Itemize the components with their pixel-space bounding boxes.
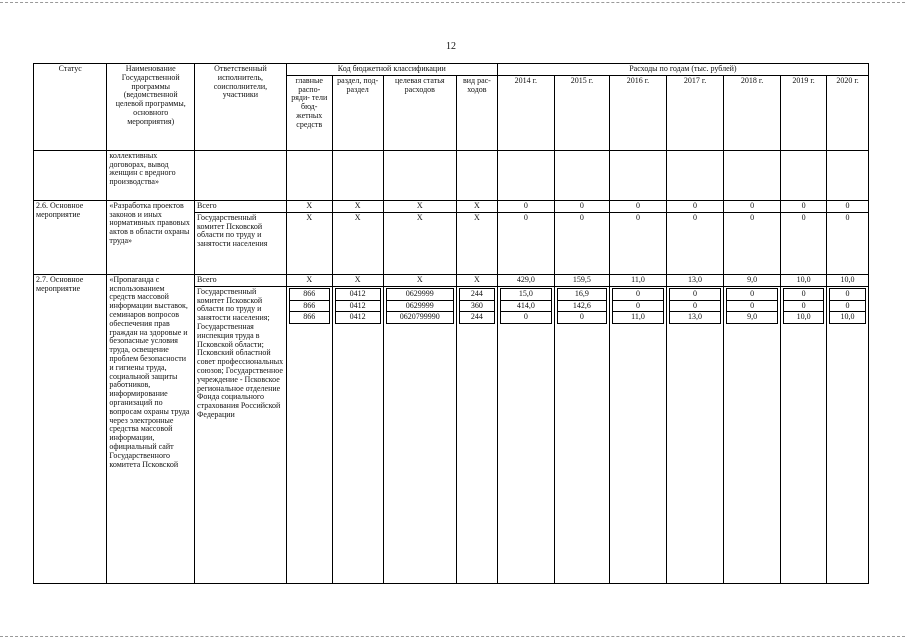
type-cell: [457, 286, 498, 583]
code-cell: X: [332, 274, 383, 286]
value: 142,6: [557, 300, 606, 312]
value-cell: 10,0: [827, 274, 869, 286]
value-cell: [724, 286, 781, 583]
header-year: 2018 г.: [724, 75, 781, 150]
section-cell: [332, 286, 383, 583]
value-cell: 0: [827, 212, 869, 274]
value-cell: 0: [609, 200, 666, 212]
code-cell: X: [457, 212, 498, 274]
value: 11,0: [612, 312, 663, 324]
page-number: 12: [446, 41, 456, 52]
code-cell: X: [457, 274, 498, 286]
value: 0: [500, 312, 551, 324]
value-cell: [781, 286, 827, 583]
executor-cell: Всего: [195, 200, 287, 212]
name-cell: «Разработка проектов законов и иных нормативных правовых актов в области охраны труда»: [107, 200, 195, 274]
article-code: 0629999: [386, 300, 453, 312]
type-code: 244: [460, 288, 495, 300]
value-cell: 0: [554, 212, 609, 274]
section-code: 0412: [335, 312, 380, 324]
value-cell: [827, 286, 869, 583]
header-year: 2020 г.: [827, 75, 869, 150]
section-code: 0412: [335, 288, 380, 300]
article-code: 0629999: [386, 288, 453, 300]
value: 0: [727, 288, 778, 300]
value-cell: 429,0: [497, 274, 554, 286]
value-cell: 159,5: [554, 274, 609, 286]
status-cell: 2.6. Основное мероприятие: [34, 200, 107, 274]
value: 0: [612, 288, 663, 300]
budget-table: [33, 63, 869, 584]
type-code: 360: [460, 300, 495, 312]
value: 0: [784, 300, 824, 312]
header-section: раздел, под- раздел: [332, 75, 383, 150]
value-cell: 9,0: [724, 274, 781, 286]
value-cell: 0: [667, 200, 724, 212]
grbs-code: 866: [289, 288, 329, 300]
value: 0: [830, 300, 866, 312]
code-cell: X: [286, 200, 332, 212]
header-executor: Ответственный исполнитель, соисполнители, участники: [195, 64, 287, 151]
value-cell: [497, 286, 554, 583]
value-cell: 0: [724, 200, 781, 212]
value: 0: [670, 300, 721, 312]
scan-edge-top: [0, 2, 905, 3]
value-cell: 0: [497, 212, 554, 274]
name-cell: «Пропаганда с использованием средств массовой информации выставок, семинаров вопросов обеспечения прав граждан на здоровые и безопасные условия труда, освещение проблем безопасности и гигиены труда, социальной защиты работников, информирование организаций по вопросам охраны труда через электронные средства массовой информации, официальный сайт Государственного комитета Псковской: [107, 274, 195, 583]
value: 0: [670, 288, 721, 300]
value: 9,0: [727, 312, 778, 324]
header-expenses: Расходы по годам (тыс. рублей): [497, 64, 868, 76]
scan-edge-bottom: [0, 636, 905, 637]
grbs-code: 866: [289, 312, 329, 324]
grbs-cell: [286, 286, 332, 583]
header-year: 2019 г.: [781, 75, 827, 150]
value-cell: 0: [781, 212, 827, 274]
value-cell: [667, 286, 724, 583]
section-code: 0412: [335, 300, 380, 312]
value: 414,0: [500, 300, 551, 312]
article-code: 0620799990: [386, 312, 453, 324]
status-cell: 2.7. Основное мероприятие: [34, 274, 107, 583]
value-cell: 0: [497, 200, 554, 212]
value: 13,0: [670, 312, 721, 324]
code-cell: X: [457, 200, 498, 212]
header-year: 2015 г.: [554, 75, 609, 150]
header-name: Наименование Государственной программы (ведомственной целевой программы, основного мероприятия): [107, 64, 195, 151]
continuation-name: коллективных договорах, вывод женщин с вредного производства»: [107, 150, 195, 200]
value-cell: 0: [781, 200, 827, 212]
grbs-code: 866: [289, 300, 329, 312]
value-cell: 10,0: [781, 274, 827, 286]
code-cell: X: [286, 274, 332, 286]
value-cell: 0: [724, 212, 781, 274]
value: 15,0: [500, 288, 551, 300]
value-cell: 0: [554, 200, 609, 212]
executor-cell: Всего: [195, 274, 287, 286]
value: 0: [830, 288, 866, 300]
header-budget-code: Код бюджетной классификации: [286, 64, 497, 76]
table-row: [34, 200, 869, 212]
value-cell: 0: [827, 200, 869, 212]
value: 0: [612, 300, 663, 312]
value-cell: 13,0: [667, 274, 724, 286]
header-status: Статус: [34, 64, 107, 151]
header-type: вид рас- ходов: [457, 75, 498, 150]
code-cell: X: [286, 212, 332, 274]
value-cell: 0: [609, 212, 666, 274]
header-year: 2016 г.: [609, 75, 666, 150]
code-cell: X: [383, 212, 456, 274]
code-cell: X: [383, 274, 456, 286]
executor-cell: Государственный комитет Псковской области по труду и занятости населения: [195, 212, 287, 274]
header-year: 2017 г.: [667, 75, 724, 150]
value-cell: [554, 286, 609, 583]
header-grbs: главные распо- ряди- тели бюд- жетных средств: [286, 75, 332, 150]
code-cell: X: [383, 200, 456, 212]
header-article: целевая статья расходов: [383, 75, 456, 150]
type-code: 244: [460, 312, 495, 324]
value: 10,0: [784, 312, 824, 324]
value-cell: 11,0: [609, 274, 666, 286]
value-cell: [609, 286, 666, 583]
table-row: [34, 274, 869, 286]
code-cell: X: [332, 212, 383, 274]
table-row: [34, 150, 869, 200]
executor-cell: Государственный комитет Псковской области по труду и занятости населения; Государственная инспекция труда в Псковской области; Псковский областной совет профессиональных союзов; Государственное учреждение - Псковское региональное отделение Фонда социального страхования Российской Федерации: [195, 286, 287, 583]
header-year: 2014 г.: [497, 75, 554, 150]
value: 0: [784, 288, 824, 300]
value: 16,9: [557, 288, 606, 300]
value: 0: [727, 300, 778, 312]
article-cell: [383, 286, 456, 583]
code-cell: X: [332, 200, 383, 212]
value: 0: [557, 312, 606, 324]
value-cell: 0: [667, 212, 724, 274]
value: 10,0: [830, 312, 866, 324]
